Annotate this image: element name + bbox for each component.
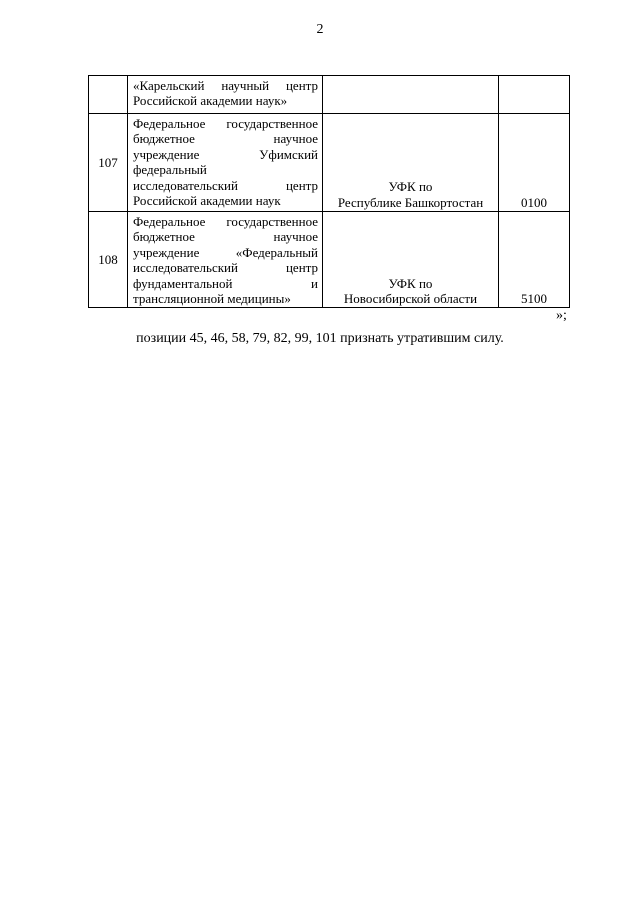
name-line: исследовательский центр	[133, 177, 318, 193]
code-cell: 0100	[499, 114, 570, 212]
row-number-cell: 108	[89, 212, 128, 308]
table-row	[89, 114, 570, 212]
ufk-line: УФК по	[388, 275, 433, 291]
table-row	[89, 76, 570, 114]
name-line: Федеральное государственное	[133, 214, 318, 229]
ufk-cell	[323, 114, 499, 212]
code-cell	[499, 76, 570, 114]
name-line: фундаментальной и	[133, 275, 318, 291]
institution-name-cell	[128, 76, 323, 114]
name-line: Российской академии наук»	[133, 93, 288, 109]
name-line: учреждение «Федеральный	[133, 244, 318, 260]
table-row	[89, 212, 570, 308]
name-line: «Карельский научный центр	[133, 78, 318, 93]
institution-name-cell	[128, 114, 323, 212]
ufk-line: Республике Башкортостан	[337, 194, 484, 210]
name-line: федеральный	[133, 162, 207, 178]
page-number: 2	[316, 22, 324, 37]
institution-name-cell	[128, 212, 323, 308]
row-number-cell	[89, 76, 128, 114]
positions-paragraph: позиции 45, 46, 58, 79, 82, 99, 101 признать утратившим силу.	[136, 331, 504, 346]
ufk-line: Новосибирской области	[343, 291, 478, 307]
name-line: учреждение Уфимский	[133, 146, 318, 162]
ufk-cell	[323, 212, 499, 308]
ufk-cell	[323, 76, 499, 114]
name-line: исследовательский центр	[133, 260, 318, 276]
row-number-cell: 107	[89, 114, 128, 212]
name-line: Российской академии наук	[133, 193, 281, 209]
name-line: бюджетное научное	[133, 131, 318, 147]
institutions-table	[88, 75, 570, 308]
code-cell: 5100	[499, 212, 570, 308]
name-line: Федеральное государственное	[133, 116, 318, 131]
closing-quote-mark: »;	[556, 308, 567, 323]
name-line: трансляционной медицины»	[133, 291, 291, 307]
name-line: бюджетное научное	[133, 229, 318, 245]
ufk-line: УФК по	[388, 179, 433, 195]
